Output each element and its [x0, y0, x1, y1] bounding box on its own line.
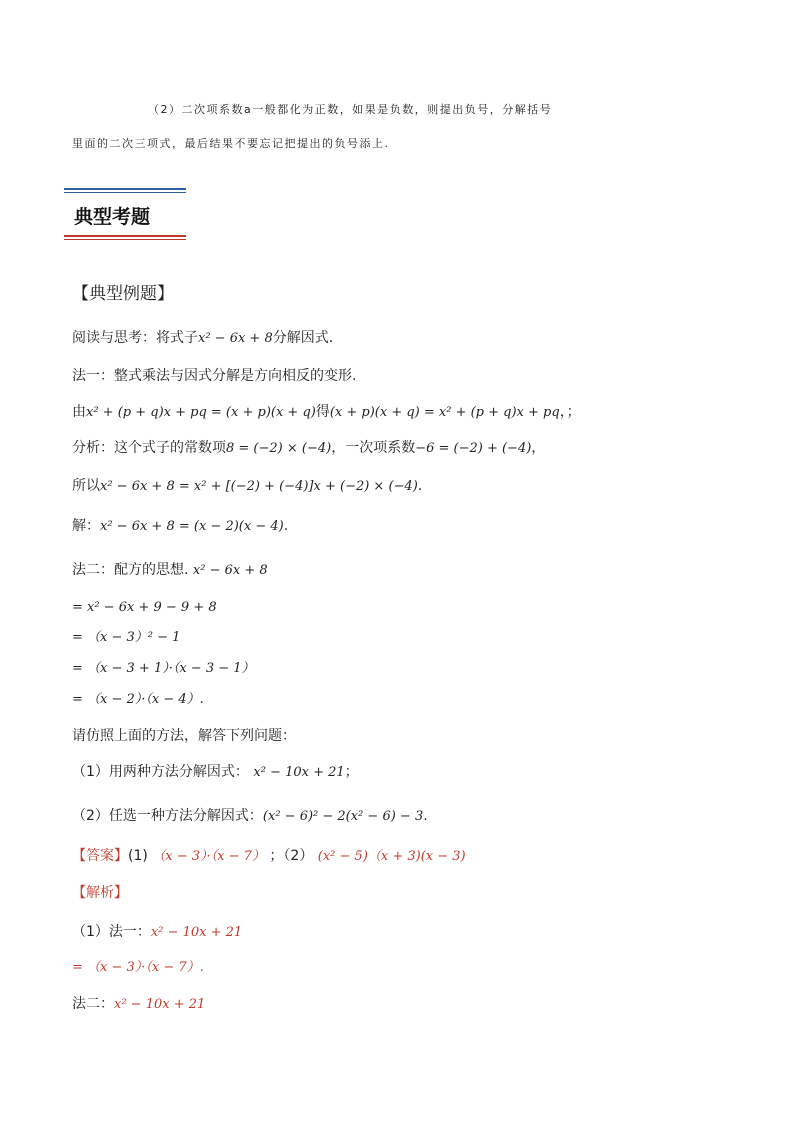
derivation-end: ，；	[559, 404, 581, 420]
so-prefix: 所以	[72, 478, 100, 494]
derivation-mid: 得	[315, 404, 330, 420]
example-heading: 【典型例题】	[72, 284, 174, 304]
derivation-prefix: 由	[72, 404, 86, 420]
analysis-l1	[72, 922, 242, 943]
answer-part-1: (1)	[128, 848, 148, 864]
method2-math: x² − 6x + 8	[192, 563, 268, 578]
method2-line	[72, 560, 268, 581]
title-rule-bottom-2	[64, 239, 186, 240]
note-line-2: 里面的二次三项式，最后结果不要忘记把提出的负号添上.	[72, 137, 390, 150]
section-title: 典型考题	[74, 206, 151, 228]
step-1: = x² − 6x + 9 − 9 + 8	[72, 600, 217, 615]
analysis-prefix: 分析：这个式子的常数项	[72, 440, 226, 456]
solution-end: .	[283, 518, 289, 534]
note-line-1: （2）二次项系数a一般都化为正数，如果是负数，则提出负号，分解括号	[148, 103, 553, 116]
derivation-math-1: x² + (p + q)x + pq = (x + p)(x + q)	[86, 405, 316, 420]
so-end: .	[417, 478, 423, 494]
analysis-l1-math: x² − 10x + 21	[150, 925, 243, 940]
question-2	[72, 806, 428, 827]
analysis-line	[72, 438, 545, 459]
intro-text: 阅读与思考：将式子	[72, 330, 198, 346]
solution-line	[72, 516, 288, 537]
q1-math: x² − 10x + 21	[253, 765, 345, 780]
q1-prefix: （1）用两种方法分解因式：	[72, 764, 249, 780]
so-math: x² − 6x + 8 = x² + [(−2) + (−4)]x + (−2) × (−4)	[100, 479, 418, 494]
analysis-mid: ，一次项系数	[331, 440, 416, 456]
answer-sep: ；（2）	[269, 848, 314, 864]
step-2: = （x − 3）² − 1	[72, 630, 181, 645]
solution-prefix: 解：	[72, 518, 100, 534]
method2-prefix: 法二：配方的思想.	[72, 562, 189, 578]
step-4: = （x − 2）·（x − 4）.	[72, 692, 204, 707]
answer-line	[72, 846, 466, 867]
intro-end: 分解因式．	[272, 330, 343, 346]
title-rule-top-2	[64, 192, 186, 193]
method1-label: 法一：整式乘法与因式分解是方向相反的变形.	[72, 368, 357, 384]
problem-intro	[72, 328, 343, 349]
answer-label: 【答案】	[72, 848, 128, 864]
answer-1: （x − 3）·（x − 7）	[152, 849, 265, 864]
solution-math: x² − 6x + 8 = (x − 2)(x − 4)	[100, 519, 284, 534]
question-1	[72, 762, 359, 783]
step-3: = （x − 3 + 1）·（x − 3 − 1）	[72, 661, 255, 676]
analysis-l1-prefix: （1）法一：	[72, 924, 151, 940]
analysis-l2: = （x − 3）·（x − 7）.	[72, 960, 204, 975]
analysis-end: ，	[531, 440, 546, 456]
derivation-math-2: (x + p)(x + q) = x² + (p + q)x + pq	[329, 405, 560, 420]
analysis-section-label: 【解析】	[72, 885, 128, 901]
analysis-l3	[72, 994, 205, 1015]
title-rule-top-1	[64, 188, 186, 190]
answer-2: (x² − 5)（x + 3)(x − 3)	[317, 849, 466, 864]
so-line	[72, 476, 422, 497]
task-line: 请仿照上面的方法，解答下列问题：	[72, 728, 296, 744]
analysis-math-1: 8 = (−2) × (−4)	[226, 441, 332, 456]
derivation-line	[72, 402, 581, 423]
analysis-l3-math: x² − 10x + 21	[114, 997, 206, 1012]
q1-end: ；	[344, 764, 359, 780]
intro-math: x² − 6x + 8	[198, 331, 273, 346]
q2-math: (x² − 6)² − 2(x² − 6) − 3	[262, 809, 424, 824]
q2-prefix: （2）任选一种方法分解因式：	[72, 808, 263, 824]
analysis-math-2: −6 = (−2) + (−4)	[415, 441, 532, 456]
q2-end: .	[423, 808, 428, 824]
analysis-l3-prefix: 法二：	[72, 996, 114, 1012]
title-rule-bottom-1	[64, 235, 186, 237]
